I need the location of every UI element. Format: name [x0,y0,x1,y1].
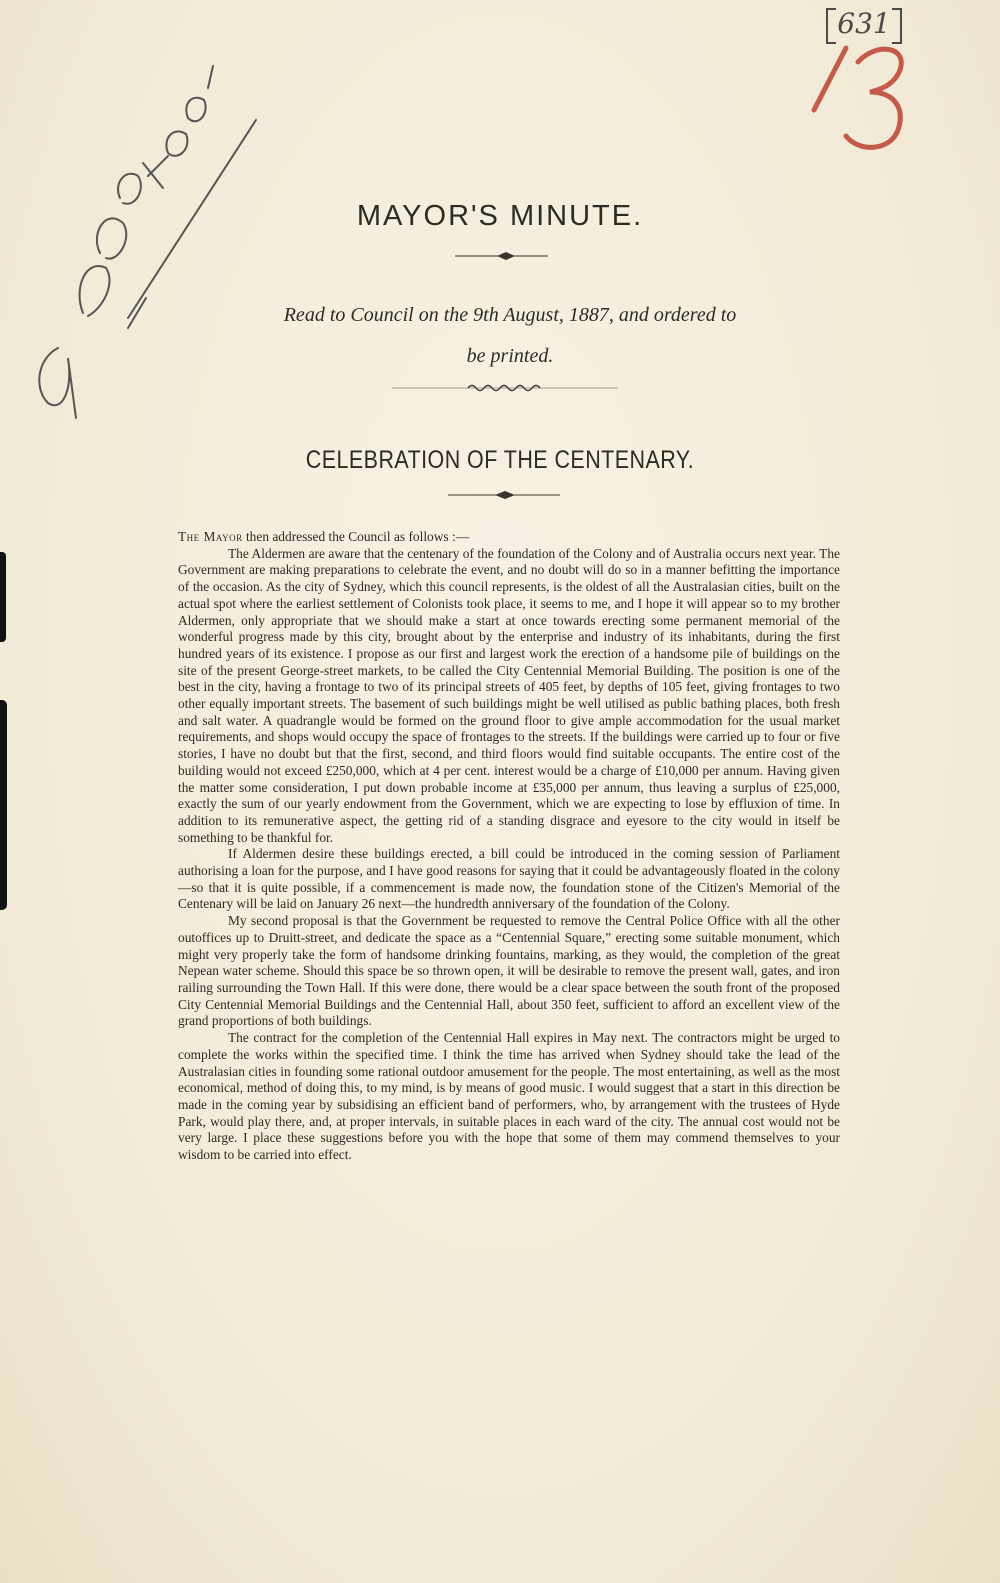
handwritten-reference-number: 631 [824,2,904,46]
wavy-divider [0,378,1000,398]
mayor-label: The Mayor [178,529,243,544]
paragraph: My second proposal is that the Government be requested to remove the Central Police Office with all the other outoffices up to Druitt-street, and dedicate the space as a “Centennial Square,” erecting some suitable monument, which might very properly take the form of handsome drinking fountains, marking, as they would, the completion of the great Nepean water scheme. Should this space be so thrown open, it will be desirable to remove the present wall, gates, and iron railing surrounding the Town Hall. If this were done, there would be a clear space between the south front of the proposed City Centennial Memorial Buildings and the Centennial Hall, about 350 feet, sufficient to afford an excellent view of the grand proportions of both buildings. [178,913,840,1029]
document-title: MAYOR'S MINUTE. [356,200,644,232]
document-subtitle [190,295,830,377]
intro-text: then addressed the Council as follows :— [242,529,470,544]
section-heading: CELEBRATION OF THE CENTENARY. [305,446,695,474]
binding-edge [0,0,8,1583]
intro-line [178,529,840,546]
paragraph: The Aldermen are aware that the centenary of the foundation of the Colony and of Australia occurs next year. The Government are making preparations to celebrate the event, and no doubt will do so in a manner befitting the importance of the occasion. As the city of Sydney, which this council represents, is the oldest of all the Australasian cities, built on the actual spot where the earliest settlement of Colonists took place, it seems to me, and I hope it will appear so to my brother Aldermen, only appropriate that we should make a start at once towards erecting some permanent memorial of the wonderful progress made by this city, brought about by the enterprise and industry of its inhabitants, during the first hundred years of its existence. I propose as our first and largest work the erection of a handsome pile of buildings on the site of the present George-street markets, to be called the City Centennial Memorial Building. The position is one of the best in the city, having a frontage to two of its principal streets of 405 feet, by depths of 105 feet, giving frontages to two other equally important streets. The basement of such buildings might be well utilised as public bathing places, both fresh and salt water. A quadrangle would be formed on the ground floor to give ample accommodation for the usual market requirements, and shops would occupy the space of frontages to the streets. If the buildings were carried up to four or five stories, I have no doubt but that the first, second, and third floors would find suitable occupants. The entire cost of the building would not exceed £250,000, which at 4 per cent. interest would be a charge of £10,000 per annum. Having given the matter some consideration, I put down probable income at £35,000 per annum, thus leaving a surplus of £25,000, exactly the sum of our yearly endowment from the Government, which we are expecting to lose by effluxion of time. In addition to its remunerative aspect, the getting rid of a standing disgrace and eyesore to the city would in itself be something to be thankful for. [178,545,840,845]
binding-mark [0,552,6,642]
handwritten-red-number [796,40,926,160]
subtitle-line: Read to Council on the 9th August, 1887, and ordered to [283,304,737,326]
binding-mark [0,700,7,910]
divider-ornament [0,246,1000,266]
paragraph: The contract for the completion of the Centennial Hall expires in May next. The contractors might be urged to complete the works within the specified time. I think the time has arrived when Sydney should take the lead of the Australasian cities in founding some rational outdoor amusement for the people. The most entertaining, as well as the most economical, method of doing this, to my mind, is by means of good music. I would suggest that a start in this direction be made in the coming year by subsidising an efficient band of performers, who, by arrangement with the trustees of Hyde Park, would play there, and, at proper intervals, in suitable places in each ward of the city. The annual cost would not be very large. I place these suggestions before you with the hope that some of them may commend themselves to your wisdom to be carried into effect. [178,1030,840,1163]
paragraph: If Aldermen desire these buildings erected, a bill could be introduced in the coming session of Parliament authorising a loan for the purpose, and I have good reasons for saying that it could be advantageously floated in the colony—so that it is quite possible, if a commencement is made now, the foundation stone of the Citizen's Memorial of the Centenary will be laid on January 26 next—the hundredth anniversary of the foundation of the Colony. [178,846,840,912]
minute-body [178,529,840,1164]
subtitle-line: be printed. [466,345,554,367]
divider-ornament [0,485,1000,505]
